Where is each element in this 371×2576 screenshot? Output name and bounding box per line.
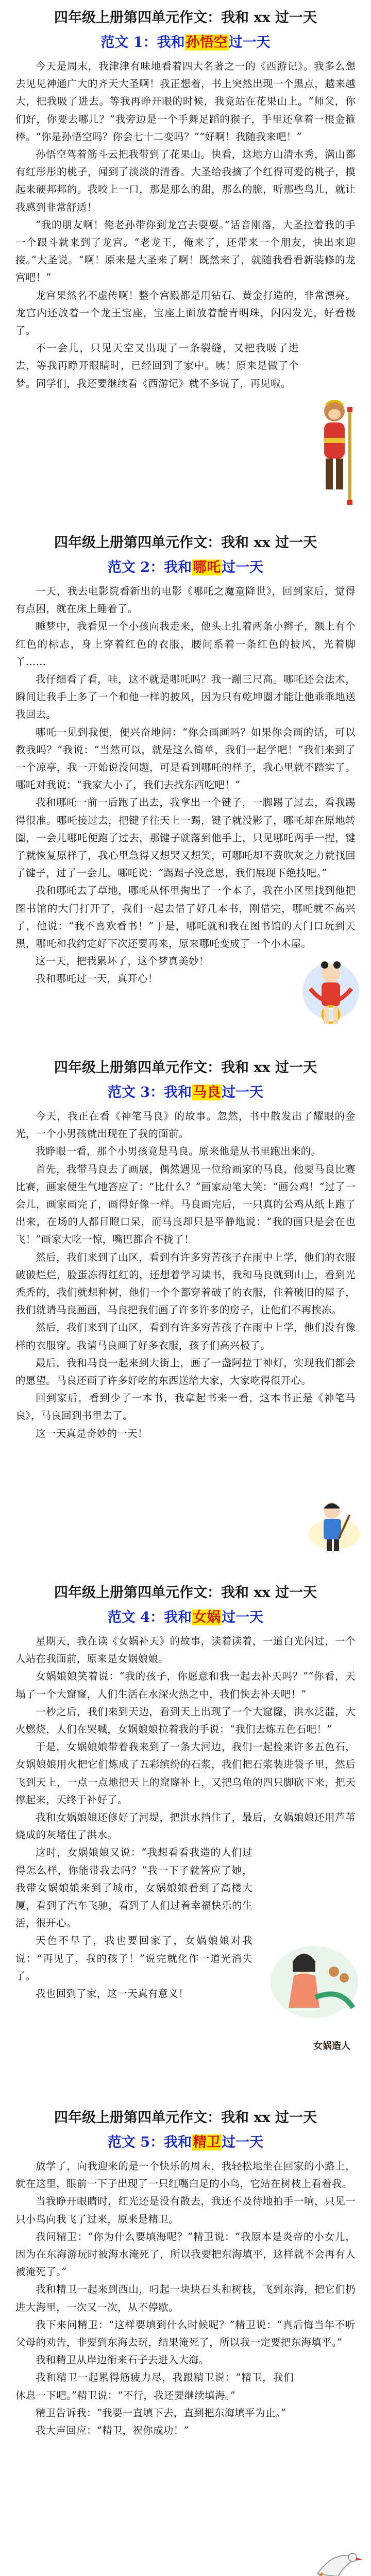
paragraph: 哪吒一见到我便，便兴奋地问：“你会画画吗？如果你会画的话，可以教我吗？”我说：“当然可以，就是这么简单，我们一起学吧！”我们来到了一个凉亭，我一开始说没问题，可是看到哪吒的样子，我心里就不踏实了。哪吒对我说：“我家大小了，我们去找东西吃吧！” <box>15 726 356 791</box>
subtitle-prefix: 范文 3：我和 <box>107 1084 192 1100</box>
paragraph: 我下来问精卫：“这样要填到什么时候呢？”精卫说：“真后悔当年不听父母的劝告，非要到东海去玩，结果淹死了，所以我一定要把东海填平。” <box>15 2318 356 2349</box>
paragraph: 天色不早了，我也要回家了，女娲娘娘对我说：“再见了，我的孩子！”说完就化作一道光消失了。 <box>15 1935 252 1982</box>
paragraph: 睡梦中，我看见一个小孩向我走来，他头上扎着两条小辫子，额上有个红色的标志，身上穿着红色的衣服，腰间系着一条红色的披风，光着脚丫…… <box>15 620 356 668</box>
paragraph: 今天是周末，我津津有味地看着四大名著之一的《西游记》。我多么想去见见神通广大的齐天大圣啊！我正想着，书上突然出现一个黑点，越来越大，把我吸了进去。等我再睁开眼的时候，我竟站在花果山上。“师父，你们好，你要去哪儿？”我旁边是一个手舞足蹈的猴子，手里还拿着一根金箍棒。“你是孙悟空吗？你会七十二变吗？”“好啊！我随我来吧！” <box>15 60 356 143</box>
nezha-illustration <box>300 947 362 1035</box>
essay-subtitle <box>15 33 356 53</box>
paragraph: 我也回到了家，这一天真有意义！ <box>36 1988 189 2000</box>
paragraph: 然后，我们来到了山区，看到有许多穷苦孩子在雨中上学，他们没有像样的衣服穿。我请马良画了好多衣服，孩子们高兴极了。 <box>15 1321 356 1351</box>
ma-liang-illustration <box>306 1493 363 1555</box>
paragraph: 不一会儿，只见天空又出现了一条裂缝，又把我吸了进去，等我再睁开眼睛时，已经回到了家中。咦！原来是做了个梦。同学们，我还要继续看《西游记》就不多说了，再见啦。 <box>15 342 299 389</box>
essay-heading: 四年级上册第四单元作文：我和 xx 过一天 <box>54 1060 317 1076</box>
paragraph: 这一天，把我累坏了，这个梦真美妙！ <box>36 955 209 968</box>
essay-2 <box>0 525 371 1049</box>
paragraph: 于是，女娲娘娘带着我来到了一条大河边，我们一起捡来许多五色石，女娲娘娘用火把它们炼成了五彩缤纷的石浆，我们把石浆装进袋子里，然后飞到天上，一点一点地把天上的窟窿补上，又把乌龟的四只脚砍下来，把天撑起来，天终于补好了。 <box>15 1741 356 1806</box>
subtitle-prefix: 范文 4：我和 <box>107 1609 192 1625</box>
essay-subtitle <box>15 2133 356 2153</box>
paragraph: 这时，女娲娘娘又说：“我想看看我造的人们过得怎么样，你能带我去吗？”我一下子就答应了她，我带女娲娘娘来到了城市，女娲娘娘看到了高楼大厦，看到了汽车飞驰，看到了人们过着幸福快乐的生活，很开心。 <box>15 1846 252 1929</box>
essay-heading: 四年级上册第四单元作文：我和 xx 过一天 <box>54 10 317 26</box>
subtitle-highlight: 哪吒 <box>193 560 221 575</box>
paragraph: 首先，我带马良去了画展，偶然遇见一位给画家的马良，他要马良比赛比赛，画家便生气地答应了：“比什么？”画家动笔大笑：“画公鸡！”过了一会儿，画家画完了，画得好像一样。马良画完后，一只真的公鸡从纸上跑了出来，在场的人都目瞪口呆，而马良却只是平静地说：“我的画只是会在也飞！”画家大吃一惊，嘴巴都合不拢了！ <box>15 1163 356 1246</box>
subtitle-highlight: 马良 <box>193 1084 221 1100</box>
paragraph: 我和哪吒过一天，真开心！ <box>36 973 158 985</box>
subtitle-suffix: 过一天 <box>228 35 271 50</box>
essay-1 <box>0 0 371 524</box>
subtitle-suffix: 过一天 <box>222 560 264 575</box>
essay-5 <box>0 2100 371 2576</box>
subtitle-suffix: 过一天 <box>222 1609 264 1625</box>
jingwei-bird-illustration <box>307 2528 364 2576</box>
monkey-king-illustration <box>311 397 358 510</box>
nuwa-illustration <box>268 1936 361 2023</box>
paragraph: 我和哪吒去了草地，哪吒从怀里掏出了一个本子，我在小区里找到他把图书馆的大门打开了，我们一起去借了好几本书，刚借完，哪吒就不高兴了，他说：“我不喜欢看书！”于是，哪吒就和我在图书馆的大门口玩到天黑，哪吒和我约定好下次还要再来，原来哪吒变成了一个小木屋。 <box>15 885 356 950</box>
paragraph: 女娲娘娘笑着说：“我的孩子，你愿意和我一起去补天吗？”“你看，天塌了一个大窟窿，人们生活在水深火热之中，我们快去补天吧！” <box>15 1670 356 1700</box>
paragraph: 我和女娲娘娘还修好了河堤，把洪水挡住了，最后，女娲娘娘还用芦苇烧成的灰堵住了洪水。 <box>15 1811 356 1841</box>
paragraph: 孙悟空驾着筋斗云把我带到了花果山。快看，这地方山清水秀，满山都有红彤彤的桃子，闻到了淡淡的清香。大圣给我摘了个红得可爱的桃子，摸起来硬邦邦的。我咬上一口，那是那么的甜，那么的脆，听那些鸟儿，就让我感到非常舒适！ <box>15 148 356 213</box>
paragraph: 这一天真是奇妙的一天！ <box>36 1427 148 1439</box>
paragraph: 一秒之后，我们来到天边，看到天上出现了一个大窟窿，洪水泛滥，大火燃烧，人们在哭喊，女娲娘娘拉着我的手说：“我们去炼五色石吧！” <box>15 1705 356 1736</box>
subtitle-suffix: 过一天 <box>222 1084 264 1100</box>
subtitle-prefix: 范文 2：我和 <box>107 560 192 575</box>
paragraph: 当我睁开眼睛时，红光还是没有散去，我还不及待地拍手一响，只见一只小鸟向我飞了过来，原来是精卫。 <box>15 2195 356 2225</box>
paragraph: 我睁眼一看，那个小男孩竟是马良。原来他是从书里跑出来的。 <box>36 1145 322 1158</box>
essay-subtitle <box>15 1608 356 1628</box>
paragraph: 我和精卫一起累得筋疲力尽，我跟精卫说：“精卫，我们休息一下吧。”精卫说：“不行，我还要继续填海。” <box>15 2371 294 2401</box>
paragraph: 最后，我和马良一起来到大街上，画了一盏阿拉丁神灯，实现我们都会的愿望。马良还画了许多好吃的东西送给大家，大家吃得很开心。 <box>15 1357 356 1387</box>
paragraph: 我和精卫一起来到西山，叼起一块块石头和树枝，飞到东海，把它们扔进大海里，一次又一次，从不停歇。 <box>15 2283 356 2313</box>
essay-heading: 四年级上册第四单元作文：我和 xx 过一天 <box>54 535 317 551</box>
paragraph: 今天，我正在看《神笔马良》的故事。忽然，书中散发出了耀眼的金光，一个小男孩就出现在了我的面前。 <box>15 1110 356 1140</box>
paragraph: 星期天，我在读《女娲补天》的故事，读着读着，一道白光闪过，一个人站在我面前，原来是女娲娘娘。 <box>15 1635 356 1665</box>
essay-heading: 四年级上册第四单元作文：我和 xx 过一天 <box>54 1585 317 1601</box>
subtitle-highlight: 精卫 <box>193 2134 221 2150</box>
paragraph: 我和精卫从岸边衔来石子去进入大海。 <box>36 2354 209 2366</box>
paragraph: 精卫告诉我：“我要一直填下去，直到把东海填平为止。” <box>36 2406 286 2419</box>
paragraph: 放学了，向我迎来的是一个快乐的周末，我轻松地坐在回家的小路上，就在这里，眼前一下子出现了一只红嘴白足的小鸟，它站在树枝上看着我。 <box>15 2160 356 2190</box>
nuwa-caption: 女娲造人 <box>313 2041 350 2052</box>
paragraph: 我大声回应：“精卫，祝你成功！” <box>36 2425 189 2437</box>
subtitle-suffix: 过一天 <box>222 2134 264 2150</box>
paragraph: 我问精卫：“你为什么要填海呢？”精卫说：“我原本是炎帝的小女儿，因为在东海游玩时被海水淹死了，所以我要把东海填平，这样就不会再有人被淹死了。” <box>15 2230 356 2278</box>
essay-heading: 四年级上册第四单元作文：我和 xx 过一天 <box>54 2110 317 2126</box>
essay-3 <box>0 1050 371 1574</box>
subtitle-prefix: 范文 1：我和 <box>100 35 185 50</box>
essay-4 <box>0 1575 371 2099</box>
paragraph: 回到家后，看到少了一本书，我拿起书来一看，这本书正是《神笔马良》，马良回到书里去了。 <box>15 1392 356 1422</box>
subtitle-prefix: 范文 5：我和 <box>107 2134 192 2150</box>
paragraph: “我的朋友啊！俺老孙带你到龙宫去耍耍。”话音刚落，大圣拉着我的手一个跟斗就来到了龙宫。“老龙王，俺来了，还带来一个朋友，快出来迎接。”大圣说。“啊！原来是大圣来了啊！既然来了，就随我看看新装修的龙宫吧！” <box>15 218 356 284</box>
subtitle-highlight: 女娲 <box>193 1609 221 1625</box>
paragraph: 然后，我们来到了山区，看到有许多穷苦孩子在雨中上学，他们的衣服破破烂烂，脸蛋冻得红红的，还想着学习读书，我和马良就到山上，看到光秃秃的，我们就想种树，他们一个个都穿着破了的衣服，住着破旧的屋子，我们就请马良画画，马良把我们画了许多许多的房子，让他们不再挨冻。 <box>15 1251 356 1316</box>
paragraph: 我仔细看了看，哇，这不就是哪吒吗？我一蹦三尺高。哪吒还会法术，瞬间让我手上多了一个和他一样的披风，因为只有乾坤圈才能让他乖乖地送我回去。 <box>15 673 356 721</box>
essay-subtitle <box>15 1083 356 1103</box>
paragraph: 我和哪吒一前一后跑了出去，我拿出一个键子，一脚踢了过去，看我踢得很准。哪吒接过去，把键子往天上一踢，键子就没影了，哪吒却在原地转圈，一会儿哪吒便跑了过去，那键子就落到他手上，只见哪吒两手一捏，键子就恢复原样了，我心里急得又想哭又想笑，可哪吒却不费吹灰之力就找回了键子，过了一会儿，哪吒说：“踢踢子没意思，我们展现下绝技吧。” <box>15 796 356 879</box>
paragraph: 一天，我去电影院看新出的电影《哪吒之魔童降世》，回到家后，觉得有点困，就在床上睡着了。 <box>15 585 356 615</box>
essay-subtitle <box>15 558 356 578</box>
subtitle-highlight: 孙悟空 <box>185 35 228 50</box>
paragraph: 龙宫果然名不虚传啊！整个宫殿都是用钻石、黄金打造的，非常漂亮。龙宫内还放着一个龙王宝座，宝座上面放着靛青明珠，闪闪发光，好看极了。 <box>15 289 356 337</box>
